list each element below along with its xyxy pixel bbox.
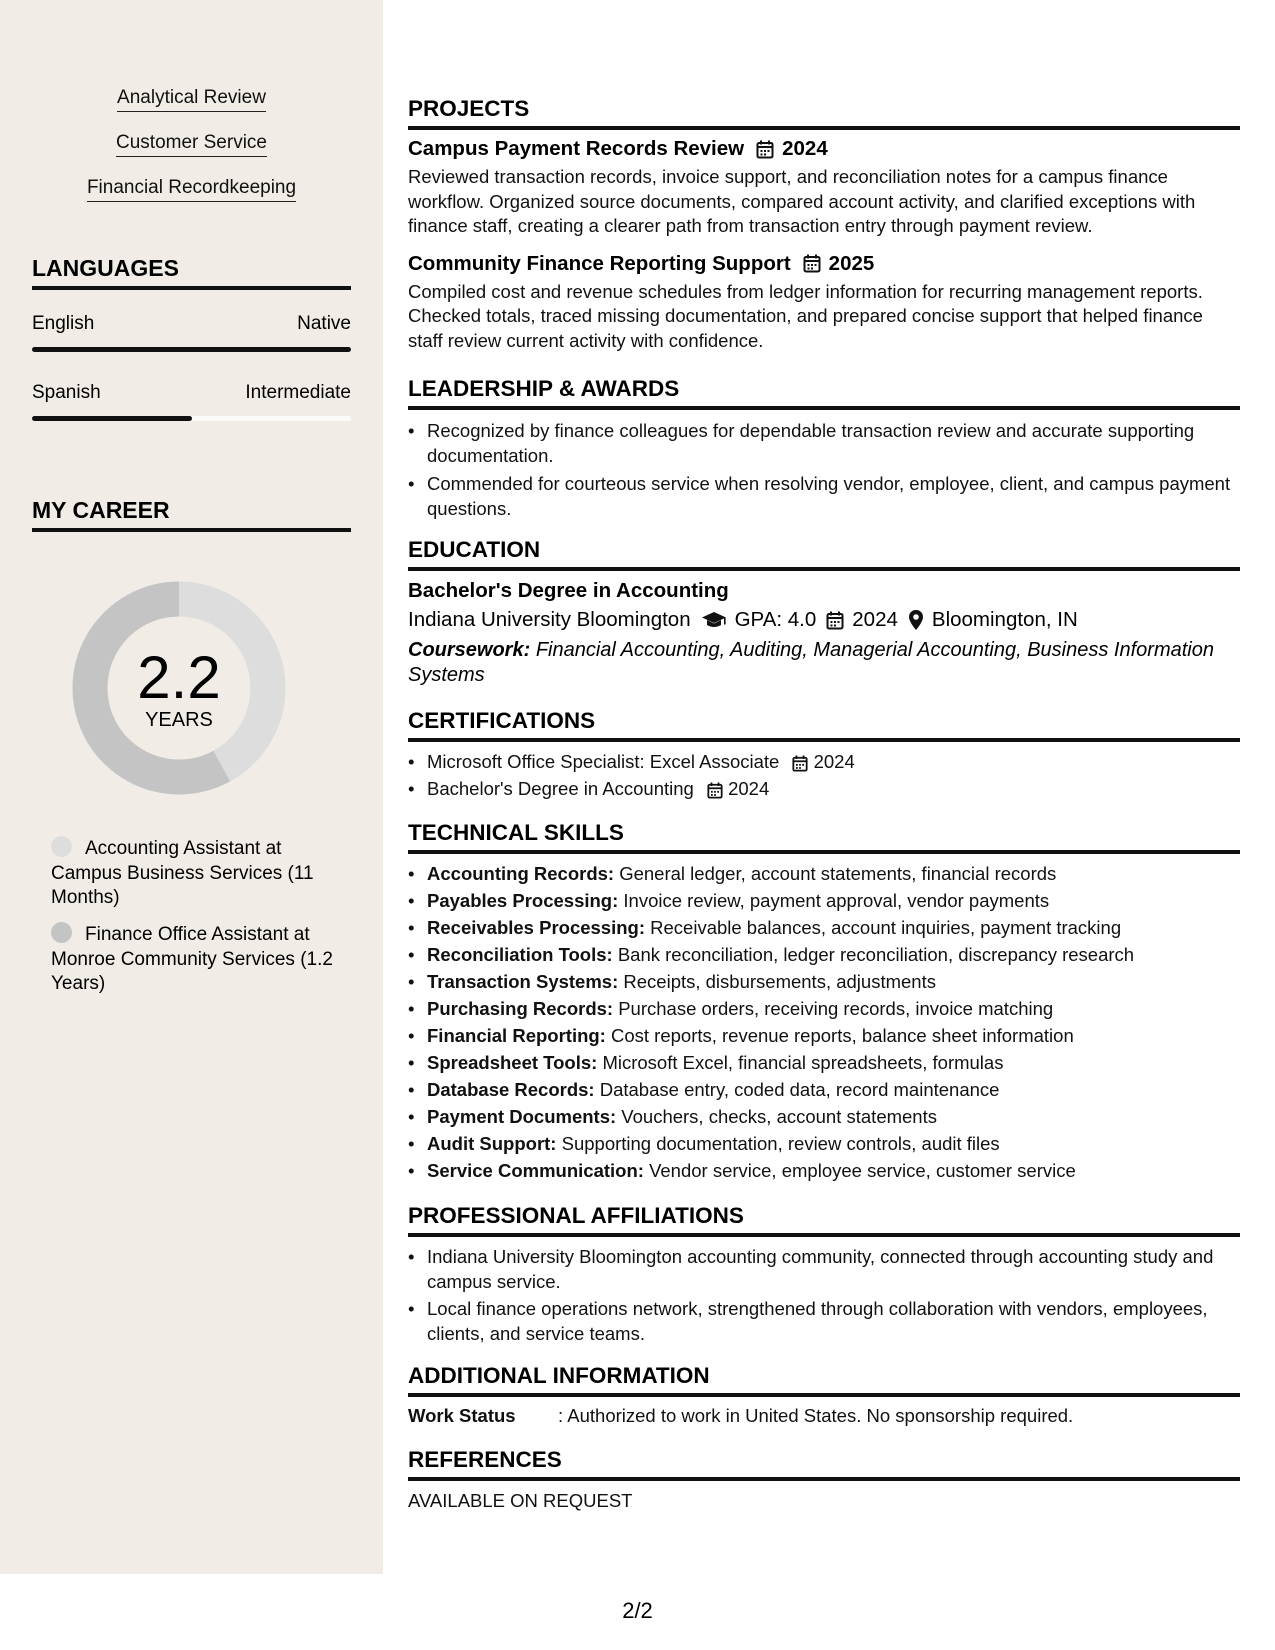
list-item: • Recognized by finance colleagues for dependable transaction review and accurate supporting documentation. xyxy=(408,419,1240,468)
additional-info-section xyxy=(408,1363,1240,1429)
calendar-icon xyxy=(826,611,844,630)
certification-name: Bachelor's Degree in Accounting xyxy=(427,778,694,799)
skill-list-item xyxy=(408,914,1240,941)
section-heading: PROFESSIONAL AFFILIATIONS xyxy=(408,1203,1240,1237)
skill-list-item xyxy=(408,1076,1240,1103)
skill-list-item xyxy=(408,887,1240,914)
work-status-row xyxy=(408,1404,1240,1429)
projects-section xyxy=(408,96,1240,353)
technical-skills-section xyxy=(408,820,1240,1184)
project-year: 2025 xyxy=(828,251,875,275)
education-year: 2024 xyxy=(852,608,898,631)
list-item: • Local finance operations network, strengthened through collaboration with vendors, employees, clients, and service teams. xyxy=(408,1297,1240,1346)
skill-label: Accounting Records: xyxy=(427,863,615,884)
technical-skills-list xyxy=(408,860,1240,1184)
skill-label: Purchasing Records: xyxy=(427,998,614,1019)
career-item-text: Accounting Assistant at Campus Business Services (11 Months) xyxy=(51,838,314,908)
calendar-icon xyxy=(707,782,723,799)
skill-label: Spreadsheet Tools: xyxy=(427,1052,598,1073)
skill-label: Audit Support: xyxy=(427,1133,557,1154)
skill-value: Bank reconciliation, ledger reconciliation, discrepancy research xyxy=(617,944,1135,965)
list-item: • Commended for courteous service when resolving vendor, employee, client, and campus payment questions. xyxy=(408,472,1240,521)
list-item xyxy=(408,775,1240,802)
gpa: GPA: 4.0 xyxy=(734,608,817,631)
graduation-cap-icon xyxy=(701,611,727,629)
leadership-list xyxy=(408,419,1240,521)
skill-value: Vouchers, checks, account statements xyxy=(621,1106,937,1127)
education-location: Bloomington, IN xyxy=(931,608,1078,631)
sidebar xyxy=(0,0,383,1574)
career-unit: YEARS xyxy=(145,709,213,731)
project-year: 2024 xyxy=(782,137,828,160)
school-name: Indiana University Bloomington xyxy=(408,608,691,631)
skill-list-item xyxy=(408,1157,1240,1184)
leadership-section xyxy=(408,376,1240,521)
skill-item: Analytical Review xyxy=(117,86,266,112)
language-english xyxy=(32,313,351,352)
section-heading: EDUCATION xyxy=(408,537,1240,571)
language-bar-fill xyxy=(32,347,351,352)
skill-value: Receipts, disbursements, adjustments xyxy=(623,971,936,992)
language-level: Intermediate xyxy=(245,382,351,403)
project-name: Campus Payment Records Review xyxy=(408,137,745,160)
skill-label: Transaction Systems: xyxy=(427,971,619,992)
skill-value: Vendor service, employee service, customer service xyxy=(649,1160,1076,1181)
skill-label: Payables Processing: xyxy=(427,890,619,911)
career-item xyxy=(51,922,341,997)
education-details xyxy=(408,606,1240,634)
section-heading: CERTIFICATIONS xyxy=(408,708,1240,742)
references-text: AVAILABLE ON REQUEST xyxy=(408,1490,633,1511)
skill-list-item xyxy=(408,968,1240,995)
skills-list xyxy=(0,86,383,221)
list-item: • Indiana University Bloomington accounting community, connected through accounting study and campus service. xyxy=(408,1245,1240,1294)
coursework-label: Coursework: xyxy=(408,639,531,661)
skill-value: Invoice review, payment approval, vendor payments xyxy=(623,890,1050,911)
section-heading: PROJECTS xyxy=(408,96,1240,130)
affiliations-list xyxy=(408,1245,1240,1346)
section-heading: LEADERSHIP & AWARDS xyxy=(408,376,1240,410)
career-heading: MY CAREER xyxy=(32,497,351,532)
certifications-list xyxy=(408,748,1240,802)
skill-label: Financial Reporting: xyxy=(427,1025,606,1046)
certification-name: Microsoft Office Specialist: Excel Associate xyxy=(427,751,780,772)
section-heading: ADDITIONAL INFORMATION xyxy=(408,1363,1240,1397)
language-spanish xyxy=(32,382,351,421)
skill-label: Receivables Processing: xyxy=(427,917,645,938)
legend-dot-icon xyxy=(51,922,72,943)
location-pin-icon xyxy=(908,609,924,631)
skill-label: Service Communication: xyxy=(427,1160,644,1181)
certifications-section xyxy=(408,708,1240,802)
education-section xyxy=(408,537,1240,688)
skill-list-item xyxy=(408,1022,1240,1049)
skill-value: Receivable balances, account inquiries, payment tracking xyxy=(650,917,1122,938)
skill-label: Database Records: xyxy=(427,1079,595,1100)
language-bar xyxy=(32,347,351,352)
skill-label: Reconciliation Tools: xyxy=(427,944,613,965)
skill-value: Cost reports, revenue reports, balance sheet information xyxy=(610,1025,1074,1046)
skill-list-item xyxy=(408,995,1240,1022)
languages-heading: LANGUAGES xyxy=(32,255,351,290)
skill-value: Supporting documentation, review controls, audit files xyxy=(561,1133,1000,1154)
career-total: 2.2 xyxy=(137,644,221,711)
skill-list-item xyxy=(408,860,1240,887)
project-description: Reviewed transaction records, invoice support, and reconciliation notes for a campus finance workflow. Organized source documents, compared account activity, and clarified exceptions with finance staff, creating a clearer path from transaction entry through payment review. xyxy=(408,166,1196,236)
degree-title: Bachelor's Degree in Accounting xyxy=(408,579,729,602)
certification-year: 2024 xyxy=(728,778,770,799)
skill-list-item xyxy=(408,1130,1240,1157)
project-name: Community Finance Reporting Support xyxy=(408,251,791,275)
project-title xyxy=(408,251,1240,277)
language-bar-fill xyxy=(32,416,192,421)
calendar-icon xyxy=(792,755,808,772)
career-item-text: Finance Office Assistant at Monroe Community Services (1.2 Years) xyxy=(51,924,333,994)
language-name: Spanish xyxy=(32,382,101,403)
skill-value: Purchase orders, receiving records, invoice matching xyxy=(618,998,1054,1019)
section-heading: REFERENCES xyxy=(408,1447,1240,1481)
section-heading: TECHNICAL SKILLS xyxy=(408,820,1240,854)
project-title xyxy=(408,136,1240,162)
career-item xyxy=(51,836,341,911)
work-status-label: Work Status xyxy=(408,1405,516,1426)
skill-value: Database entry, coded data, record maintenance xyxy=(599,1079,1000,1100)
legend-dot-icon xyxy=(51,836,72,857)
work-status-value: : Authorized to work in United States. No sponsorship required. xyxy=(558,1405,1074,1426)
skill-item: Financial Recordkeeping xyxy=(87,176,296,202)
skill-list-item xyxy=(408,941,1240,968)
language-name: English xyxy=(32,313,95,334)
language-level: Native xyxy=(297,313,351,334)
skill-value: Microsoft Excel, financial spreadsheets, formulas xyxy=(602,1052,1004,1073)
skill-list-item xyxy=(408,1049,1240,1076)
coursework xyxy=(408,638,1240,688)
skill-value: General ledger, account statements, financial records xyxy=(619,863,1057,884)
calendar-icon xyxy=(756,140,774,159)
coursework-list: Financial Accounting, Auditing, Managerial Accounting, Business Information Systems xyxy=(408,639,1214,686)
skill-list-item xyxy=(408,1103,1240,1130)
skill-label: Payment Documents: xyxy=(427,1106,617,1127)
calendar-icon xyxy=(803,254,821,273)
references-section xyxy=(408,1447,1240,1514)
project-description: Compiled cost and revenue schedules from ledger information for recurring management reports. Checked totals, traced missing documentation, and prepared concise support that helped finance staff review current activity with confidence. xyxy=(408,280,1203,351)
list-item xyxy=(408,748,1240,775)
skill-item: Customer Service xyxy=(116,131,267,157)
language-bar xyxy=(32,416,351,421)
certification-year: 2024 xyxy=(813,751,855,772)
page-number: 2/2 xyxy=(622,1598,653,1623)
affiliations-section xyxy=(408,1203,1240,1346)
